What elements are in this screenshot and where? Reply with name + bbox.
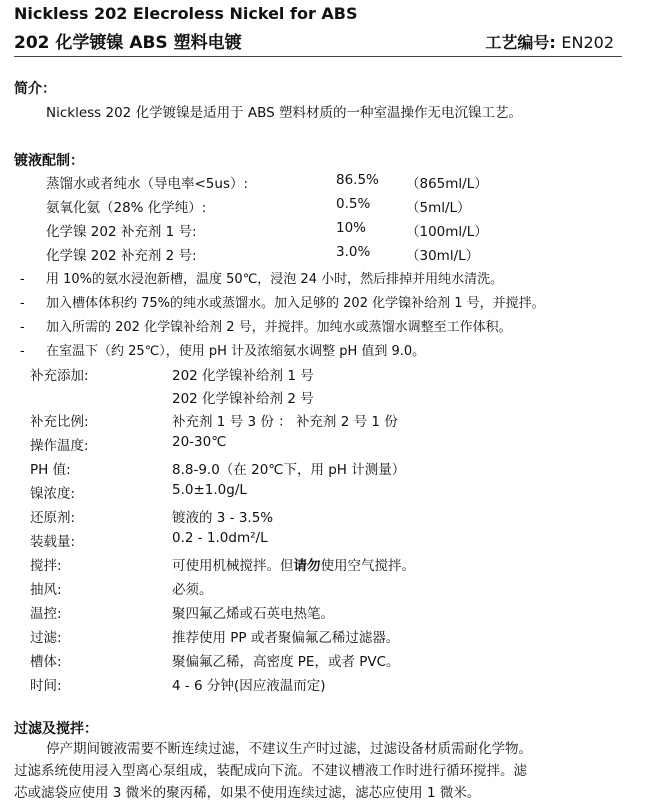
step-text: 用 10%的氨水浸泡新槽，温度 50℃，浸泡 24 小时，然后排掉并用纯水清洗。 — [46, 272, 504, 287]
param-value: 0.2 - 1.0dm²/L — [172, 530, 268, 546]
param-label: 操作温度: — [30, 438, 89, 454]
step-marker: - — [20, 344, 25, 359]
param-value: 202 化学镍补给剂 2 号 — [172, 391, 314, 407]
formula-volume: （100ml/L） — [406, 224, 488, 240]
step-text: 加入槽体体积约 75%的纯水或蒸馏水。加入足够的 202 化学镍补给剂 1 号，并搅拌。 — [46, 296, 545, 311]
formula-name: 化学镍 202 补充剂 2 号: — [46, 248, 197, 264]
step-item — [20, 316, 512, 335]
param-value-part: 可使用机械搅拌。但 — [172, 558, 294, 574]
process-code — [485, 30, 614, 53]
param-value-part: 使用空气搅拌。 — [320, 558, 415, 574]
formula-volume: （30ml/L） — [406, 248, 480, 264]
param-value: 8.8-9.0（在 20℃下，用 pH 计测量） — [172, 462, 406, 478]
intro-text: Nickless 202 化学镀镍是适用于 ABS 塑料材质的一种室温操作无电沉镍工艺。 — [46, 105, 522, 121]
param-label: 抽风: — [30, 582, 62, 598]
param-value: 聚偏氟乙稀，高密度 PE，或者 PVC。 — [172, 654, 400, 670]
step-item — [20, 292, 545, 311]
step-item — [20, 340, 425, 359]
param-label: 补充比例: — [30, 414, 89, 430]
formula-name: 蒸馏水或者纯水（导电率<5us）: — [46, 176, 249, 192]
param-label: 还原剂: — [30, 510, 76, 526]
intro-heading: 简介： — [14, 81, 56, 97]
step-marker: - — [20, 320, 25, 335]
param-value: 202 化学镍补给剂 1 号 — [172, 368, 314, 384]
param-value: 4 - 6 分钟(因应液温而定) — [172, 678, 326, 694]
param-label: 过滤: — [30, 630, 62, 646]
param-label: 温控: — [30, 606, 62, 622]
param-label: 补充添加: — [30, 368, 89, 384]
process-code-label: 工艺编号: — [485, 33, 556, 52]
param-value: 聚四氟乙烯或石英电热笔。 — [172, 606, 334, 622]
header-divider — [14, 56, 622, 57]
document-title-chinese: 202 化学镀镍 ABS 塑料电镀 — [14, 33, 242, 53]
step-text: 加入所需的 202 化学镍补给剂 2 号，并搅拌。加纯水或蒸馏水调整至工作体积。 — [46, 320, 512, 335]
param-value — [172, 554, 415, 574]
param-label: 时间: — [30, 678, 62, 694]
step-text: 在室温下（约 25℃），使用 pH 计及浓缩氨水调整 pH 值到 9.0。 — [46, 344, 426, 359]
formula-percent: 0.5% — [336, 196, 371, 212]
param-label: 槽体: — [30, 654, 62, 670]
formula-name: 氨氧化氨（28% 化学纯）: — [46, 200, 207, 216]
preparation-heading: 镀液配制： — [14, 153, 84, 169]
process-code-value: EN202 — [561, 33, 614, 52]
step-marker: - — [20, 296, 25, 311]
filtration-line: 过滤系统使用浸入型离心泵组成，装配成向下流。不建议槽液工作时进行循环搅拌。滤 — [14, 763, 527, 779]
param-label: 搅拌: — [30, 558, 62, 574]
step-item — [20, 268, 503, 287]
param-label: 镍浓度: — [30, 486, 76, 502]
filtration-heading: 过滤及搅拌： — [14, 721, 98, 737]
formula-volume: （865ml/L） — [406, 176, 488, 192]
filtration-line: 芯或滤袋应使用 3 微米的聚丙稀，如果不使用连续过滤，滤芯应使用 1 微米。 — [14, 785, 481, 801]
param-value: 补充剂 1 号 3 份 ： 补充剂 2 号 1 份 — [172, 414, 398, 430]
document-title-english: Nickless 202 Elecroless Nickel for ABS — [14, 4, 358, 23]
step-marker: - — [20, 272, 25, 287]
formula-percent: 10% — [336, 220, 367, 236]
param-value-emphasis: 请勿 — [293, 558, 321, 574]
formula-percent: 3.0% — [336, 244, 371, 260]
param-value: 必须。 — [172, 582, 213, 598]
param-label: PH 值: — [30, 462, 71, 478]
param-value: 5.0±1.0g/L — [172, 482, 247, 498]
filtration-line: 停产期间镀液需要不断连续过滤，不建议生产时过滤，过滤设备材质需耐化学物。 — [46, 741, 532, 757]
param-label: 装载量: — [30, 534, 76, 550]
formula-volume: （5ml/L） — [406, 200, 471, 216]
formula-percent: 86.5% — [336, 172, 379, 188]
formula-name: 化学镍 202 补充剂 1 号: — [46, 224, 197, 240]
param-value: 镀液的 3 - 3.5% — [172, 510, 274, 526]
param-value: 20-30℃ — [172, 434, 227, 450]
param-value: 推荐使用 PP 或者聚偏氟乙稀过滤器。 — [172, 630, 400, 646]
